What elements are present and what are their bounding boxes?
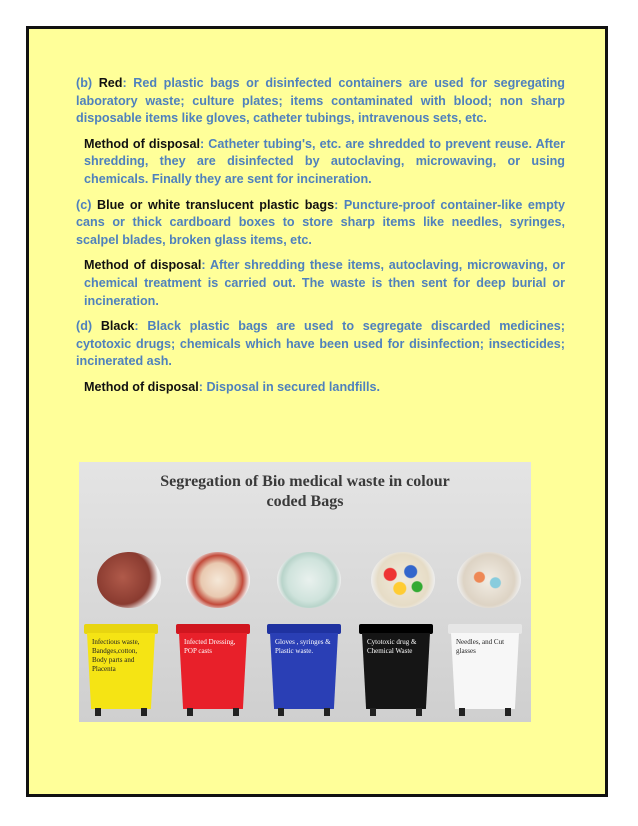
bin-wheel: [505, 708, 511, 716]
paragraph-c-blue-white: (c) Blue or white translucent plastic bags: Puncture-proof container-like empty cans or thick cardboard boxes to store sharp items like needles, syringes, scalpel blades, broken glass items, etc.: [76, 197, 565, 247]
needles-image: [457, 552, 521, 608]
term-method: Method of disposal: [84, 258, 202, 273]
document-body: [76, 75, 565, 405]
bin-label: Gloves , syringes & Plastic waste.: [275, 638, 331, 655]
page-frame: [26, 26, 608, 797]
gloves-image: [277, 552, 341, 608]
bin-lid: [448, 624, 522, 634]
bin-wheel: [141, 708, 147, 716]
bin-wheel: [95, 708, 101, 716]
bin-label: Cytotoxic drug & Chemical Waste: [367, 638, 417, 655]
dressing-image: [186, 552, 250, 608]
term-red: Red: [98, 76, 123, 90]
black-bin: [362, 624, 430, 716]
bin-wheel: [278, 708, 284, 716]
pills-image: [371, 552, 435, 608]
bin-wheel: [324, 708, 330, 716]
bin-lid: [84, 624, 158, 634]
bin-wheel: [459, 708, 465, 716]
term-black: Black: [100, 319, 135, 334]
bin-wheel: [416, 708, 422, 716]
figure-title: Segregation of Bio medical waste in colour coded Bags: [160, 473, 450, 510]
red-bin: [179, 624, 247, 716]
paragraph-method-black: Method of disposal: Disposal in secured landfills.: [84, 379, 381, 394]
bin-wheel: [233, 708, 239, 716]
bin-label: Infected Dressing, POP casts: [184, 638, 236, 655]
blue-bin: [270, 624, 338, 716]
paragraph-b-red: (b) Red: Red plastic bags or disinfected containers are used for segregating laboratory waste; culture plates; items contaminated with blood; non sharp disposable items like gloves, catheter tubings, intravenous sets, etc.: [76, 76, 565, 126]
paragraph-d-black: (d) Black: Black plastic bags are used to segregate discarded medicines; cytotoxic drugs; chemicals which have been used for disinfection; insecticides; incinerated ash.: [76, 319, 565, 369]
bin-lid: [176, 624, 250, 634]
waste-segregation-figure: [79, 462, 531, 722]
paragraph-method-blue: Method of disposal: After shredding these items, autoclaving, microwaving, or chemical treatment is carried out. The waste is then sent for deep burial or incineration.: [84, 258, 565, 308]
bin-wheel: [370, 708, 376, 716]
body-parts-image: [97, 552, 161, 608]
bin-lid: [359, 624, 433, 634]
white-bin: [451, 624, 519, 716]
bin-label: Infectious waste, Bandges,cotton, Body parts and Placenta: [92, 638, 140, 673]
bin-label: Needles, and Cut glasses: [456, 638, 505, 655]
bin-lid: [267, 624, 341, 634]
term-blue-white: Blue or white translucent plastic bags: [96, 197, 335, 212]
yellow-bin: [87, 624, 155, 716]
term-method: Method of disposal: [84, 136, 200, 151]
term-method: Method of disposal: [84, 379, 199, 394]
bin-wheel: [187, 708, 193, 716]
paragraph-method-red: Method of disposal: Catheter tubing's, etc. are shredded to prevent reuse. After shredding, they are disinfected by autoclaving, microwaving, or using chemicals. Finally they are sent for incineration.: [84, 136, 565, 186]
